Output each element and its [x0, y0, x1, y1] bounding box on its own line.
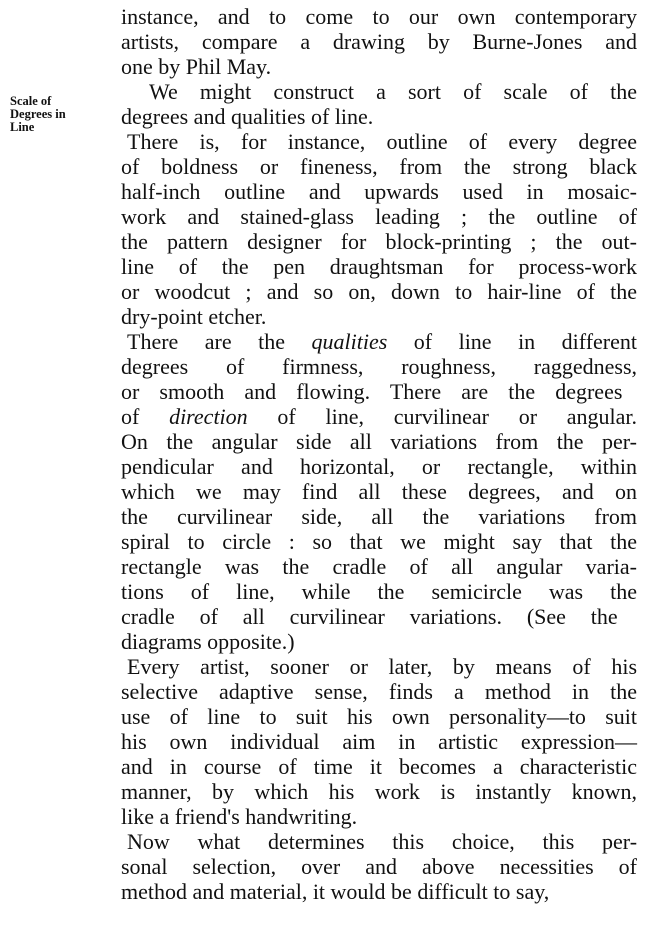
- text-line: [121, 179, 637, 204]
- text-line-content: sonal selection, over and above necessities of: [121, 854, 637, 879]
- text-line: [121, 354, 637, 379]
- text-line: [121, 279, 637, 304]
- text-line-content: half-inch outline and upwards used in mosaic-: [121, 179, 637, 204]
- text-line-content: line of the pen draughtsman for process-work: [121, 254, 637, 279]
- text-line-content: one by Phil May.: [121, 54, 272, 79]
- text-line-content: or smooth and flowing. There are the degrees: [121, 379, 623, 404]
- text-line: [121, 804, 637, 829]
- text-line: [121, 379, 637, 404]
- text-line-content: artists, compare a drawing by Burne-Jones and: [121, 29, 638, 54]
- text-line: [121, 129, 637, 154]
- text-line-content: or woodcut ; and so on, down to hair-line of the: [121, 279, 638, 304]
- text-line: [121, 79, 637, 104]
- text-line: [121, 4, 637, 29]
- margin-note: [10, 95, 110, 134]
- text-line-content: On the angular side all variations from the per-: [121, 429, 637, 454]
- emphasized-word: direction: [169, 404, 248, 429]
- text-line: [121, 154, 637, 179]
- text-line: [121, 829, 637, 854]
- text-line-content: of line in different: [387, 329, 638, 354]
- text-line: [121, 29, 637, 54]
- text-line: [121, 504, 637, 529]
- text-line-content: degrees and qualities of line.: [121, 104, 374, 129]
- text-line: [121, 704, 637, 729]
- text-line: [121, 879, 637, 904]
- text-line: [121, 54, 637, 79]
- text-line: [121, 679, 637, 704]
- text-line: [121, 254, 637, 279]
- text-line-content: method and material, it would be difficult to say,: [121, 879, 550, 904]
- text-line-content: diagrams opposite.): [121, 629, 295, 654]
- text-line: [121, 329, 637, 354]
- text-line-content: manner, by which his work is instantly known,: [121, 779, 638, 804]
- text-line: [121, 629, 637, 654]
- text-line-content: spiral to circle : so that we might say that the: [121, 529, 637, 554]
- text-line-content: use of line to suit his own personality—to suit: [121, 704, 637, 729]
- text-line-content: the pattern designer for block-printing ; the out-: [121, 229, 637, 254]
- text-line-content: Every artist, sooner or later, by means of his: [127, 654, 638, 679]
- text-line-content: degrees of firmness, roughness, raggedness,: [121, 354, 638, 379]
- text-line-content: There is, for instance, outline of every degree: [127, 129, 638, 154]
- text-line-content: of line, curvilinear or angular.: [247, 404, 638, 429]
- text-line: [121, 779, 637, 804]
- body-text: [121, 4, 637, 904]
- text-line: [121, 854, 637, 879]
- text-line-content: There are the: [127, 329, 312, 354]
- text-line: [121, 304, 637, 329]
- text-line-content: of boldness or fineness, from the strong black: [121, 154, 637, 179]
- text-line-content: tions of line, while the semicircle was the: [121, 579, 637, 604]
- text-line-content: of: [121, 404, 170, 429]
- text-line-content: his own individual aim in artistic expression—: [121, 729, 637, 754]
- text-line: [121, 579, 637, 604]
- margin-note-line: Degrees in: [10, 107, 66, 121]
- text-line: [121, 404, 637, 429]
- text-line: [121, 554, 637, 579]
- text-line-content: like a friend's handwriting.: [121, 804, 358, 829]
- text-line: [121, 604, 637, 629]
- text-line: [121, 229, 637, 254]
- text-line-content: selective adaptive sense, finds a method in the: [121, 679, 638, 704]
- text-line-content: rectangle was the cradle of all angular varia-: [121, 554, 637, 579]
- text-line: [121, 454, 637, 479]
- text-line: [121, 529, 637, 554]
- text-line: [121, 429, 637, 454]
- text-line-content: and in course of time it becomes a characteristic: [121, 754, 638, 779]
- text-line-content: We might construct a sort of scale of the: [149, 79, 637, 104]
- text-line: [121, 104, 637, 129]
- margin-note-line: Line: [10, 120, 35, 134]
- text-line: [121, 729, 637, 754]
- text-line-content: cradle of all curvilinear variations. (See the: [121, 604, 618, 629]
- text-line: [121, 479, 637, 504]
- margin-note-line: Scale of: [10, 94, 52, 108]
- text-line-content: instance, and to come to our own contemporary: [121, 4, 637, 29]
- text-line: [121, 654, 637, 679]
- text-line-content: work and stained-glass leading ; the outline of: [121, 204, 637, 229]
- text-line-content: pendicular and horizontal, or rectangle, within: [121, 454, 638, 479]
- text-line: [121, 754, 637, 779]
- text-line-content: dry-point etcher.: [121, 304, 267, 329]
- text-line: [121, 204, 637, 229]
- text-line-content: the curvilinear side, all the variations from: [121, 504, 638, 529]
- text-line-content: Now what determines this choice, this per-: [127, 829, 638, 854]
- emphasized-word: qualities: [311, 329, 388, 354]
- text-line-content: which we may find all these degrees, and on: [121, 479, 637, 504]
